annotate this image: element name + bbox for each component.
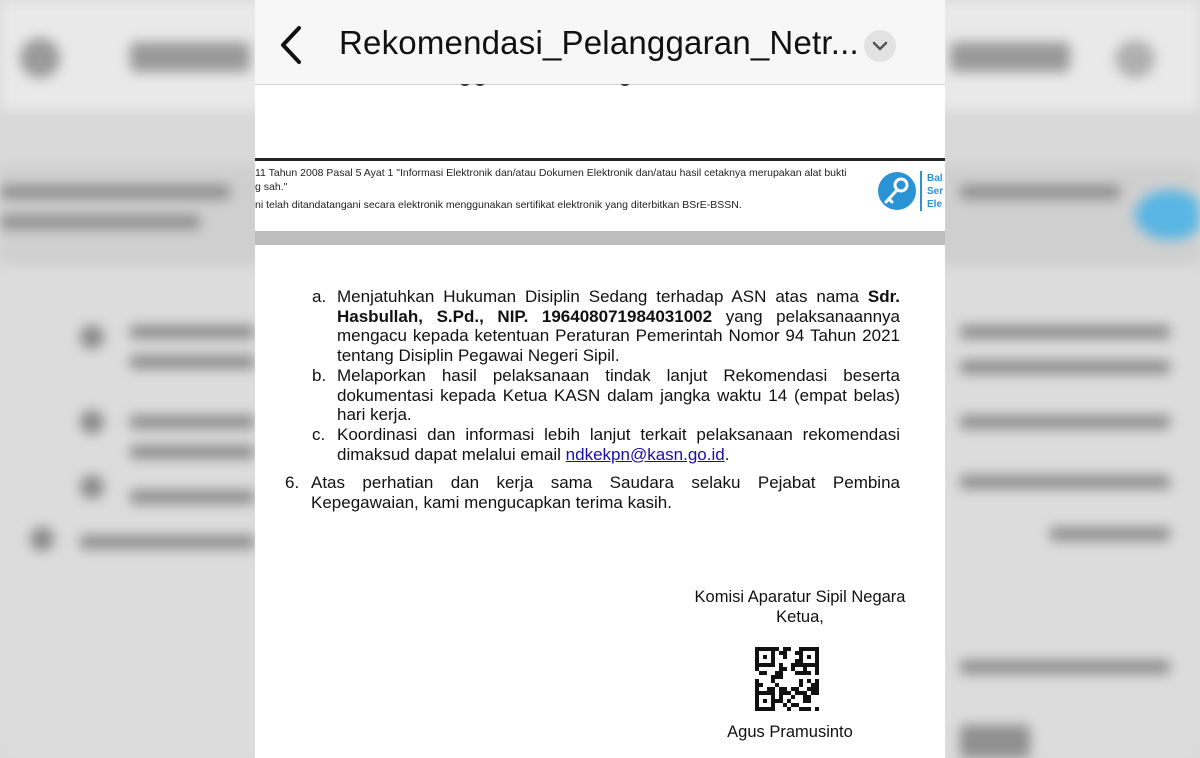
item-text (337, 425, 900, 464)
item-text: Atas perhatian dan kerja sama Saudara selaku Pejabat Pembina Kepegawaian, kami mengucapkan terima kasih. (311, 473, 900, 512)
law-note-line-1: 11 Tahun 2008 Pasal 5 Ayat 1 "Informasi Elektronik dan/atau Dokumen Elektronik dan/atau hasil cetaknya merupakan alat bukti (255, 167, 847, 179)
document-viewer (255, 0, 945, 758)
signature-name: Agus Pramusinto (727, 723, 853, 741)
chevron-down-icon (872, 40, 888, 52)
page-separator (255, 231, 945, 245)
item-c-end: . (724, 444, 730, 464)
viewer-header (255, 0, 945, 85)
item-a-text-1: Menjatuhkan Hukuman Disiplin Sedang terhadap ASN atas nama (337, 287, 868, 306)
law-note-line-2: g sah." (255, 181, 288, 193)
law-note-line-3: ni telah ditandatangani secara elektronik menggunakan sertifikat elektronik yang diterbitkan BSrE-BSSN. (255, 199, 742, 211)
bsre-logo-icon (877, 171, 917, 211)
item-marker: c. (312, 425, 326, 444)
item-a-text-2: yang pelaksanaannya mengacu kepada ketentuan Peraturan Pemerintah Nomor 94 Tahun 2021 tentang Disiplin Pegawai Negeri Sipil. (337, 306, 901, 365)
item-c-text: Koordinasi dan informasi lebih lanjut terkait pelaksanaan rekomendasi dimaksud dapat melalui email (337, 425, 900, 464)
letter-page (255, 245, 945, 758)
signature-position: Ketua, (776, 608, 824, 626)
email-link[interactable]: ndkekpn@kasn.go.id (565, 444, 725, 464)
item-text: Melaporkan hasil pelaksanaan tindak lanjut Rekomendasi beserta dokumentasi kepada Ketua KASN dalam jangka waktu 14 (empat belas) hari kerja. (337, 366, 900, 425)
item-text (337, 287, 900, 365)
item-marker: 6. (285, 473, 300, 492)
electronic-signature-footer (255, 158, 945, 235)
qr-code-icon (755, 647, 819, 711)
logo-divider (920, 171, 922, 211)
signature-institution: Komisi Aparatur Sipil Negara (694, 588, 906, 606)
item-marker: b. (312, 366, 327, 385)
chevron-left-icon[interactable] (273, 24, 307, 66)
previous-page-text-sliver (255, 84, 945, 90)
logo-text-3: Ele (927, 199, 943, 210)
document-menu-button[interactable] (864, 30, 896, 62)
document-title: Rekomendasi_Pelanggaran_Netr... (339, 24, 859, 61)
employee-name-nip: Sdr. Hasbullah, S.Pd., NIP. 196408071984031002 (337, 287, 900, 326)
item-marker: a. (312, 287, 327, 306)
logo-text-1: Bal (927, 173, 943, 184)
logo-text-2: Ser (927, 186, 944, 197)
